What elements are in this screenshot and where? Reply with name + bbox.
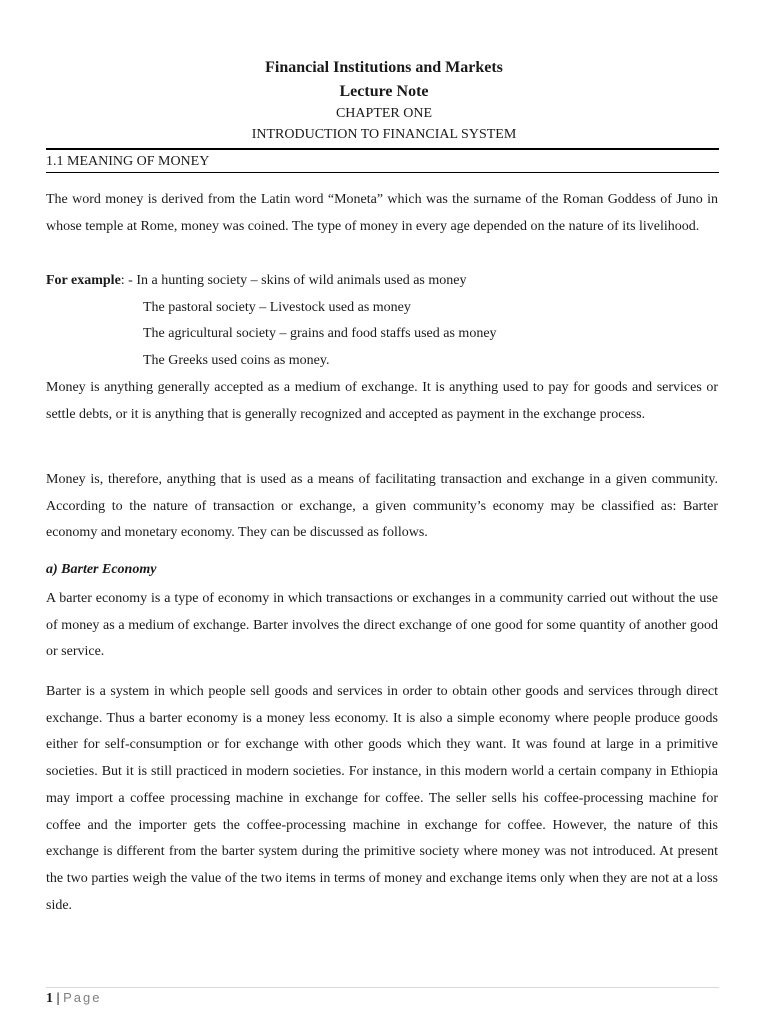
document-subtitle: Lecture Note [339, 83, 429, 100]
paragraph-money-therefore: Money is, therefore, anything that is used as a means of facilitating transaction and exchange in a given community. According to the nature of transaction or exchange, a given community’s economy may be classified as: Barter economy and monetary economy. They can be discussed as follows. [46, 472, 718, 541]
example-lead-text: : - In a hunting society – skins of wild animals used as money [120, 273, 467, 288]
footer-divider [46, 987, 719, 988]
subsection-heading-barter: a) Barter Economy [46, 562, 157, 577]
chapter-label: CHAPTER ONE [335, 106, 433, 121]
chapter-title: INTRODUCTION TO FINANCIAL SYSTEM [251, 127, 517, 142]
example-item: The pastoral society – Livestock used as money [143, 300, 411, 315]
page-label: Page [63, 990, 102, 1005]
page-number: 1 [46, 991, 53, 1006]
page-footer [46, 988, 101, 1009]
example-lead-line [46, 268, 466, 294]
paragraph-barter-definition: A barter economy is a type of economy in which transactions or exchanges in a community carried out without the use of money as a medium of exchange. Barter involves the direct exchange of one good for some quantity of another good or service. [46, 591, 718, 660]
example-label: For example [46, 273, 121, 288]
example-item: The agricultural society – grains and food staffs used as money [143, 326, 497, 341]
section-heading: 1.1 MEANING OF MONEY [46, 148, 719, 173]
footer-separator: | [53, 991, 64, 1006]
paragraph-money-origin: The word money is derived from the Latin word “Moneta” which was the surname of the Roman Goddess of Juno in whose temple at Rome, money was coined. The type of money in every age depended on the nature of its livelihood. [46, 192, 718, 234]
document-title: Financial Institutions and Markets [265, 59, 503, 76]
paragraph-barter-system: Barter is a system in which people sell goods and services in order to obtain other goods and services through direct exchange. Thus a barter economy is a money less economy. It is also a simple economy where people produce goods either for self-consumption or for exchange with other goods which they want. It was found at large in a primitive societies. But it is still practiced in modern societies. For instance, in this modern world a certain company in Ethiopia may import a coffee processing machine in exchange for coffee. The seller sells his coffee-processing machine for coffee and the importer gets the coffee-processing machine in exchange for coffee. However, the nature of this exchange is different from the barter system during the primitive society where money was not introduced. At present the two parties weigh the value of the two items in terms of money and exchange items only when they are not at a loss side. [46, 684, 718, 913]
example-item: The Greeks used coins as money. [143, 353, 330, 368]
paragraph-money-definition: Money is anything generally accepted as a medium of exchange. It is anything used to pay for goods and services or settle debts, or it is anything that is generally recognized and accepted as payment in the exchange process. [46, 380, 718, 422]
